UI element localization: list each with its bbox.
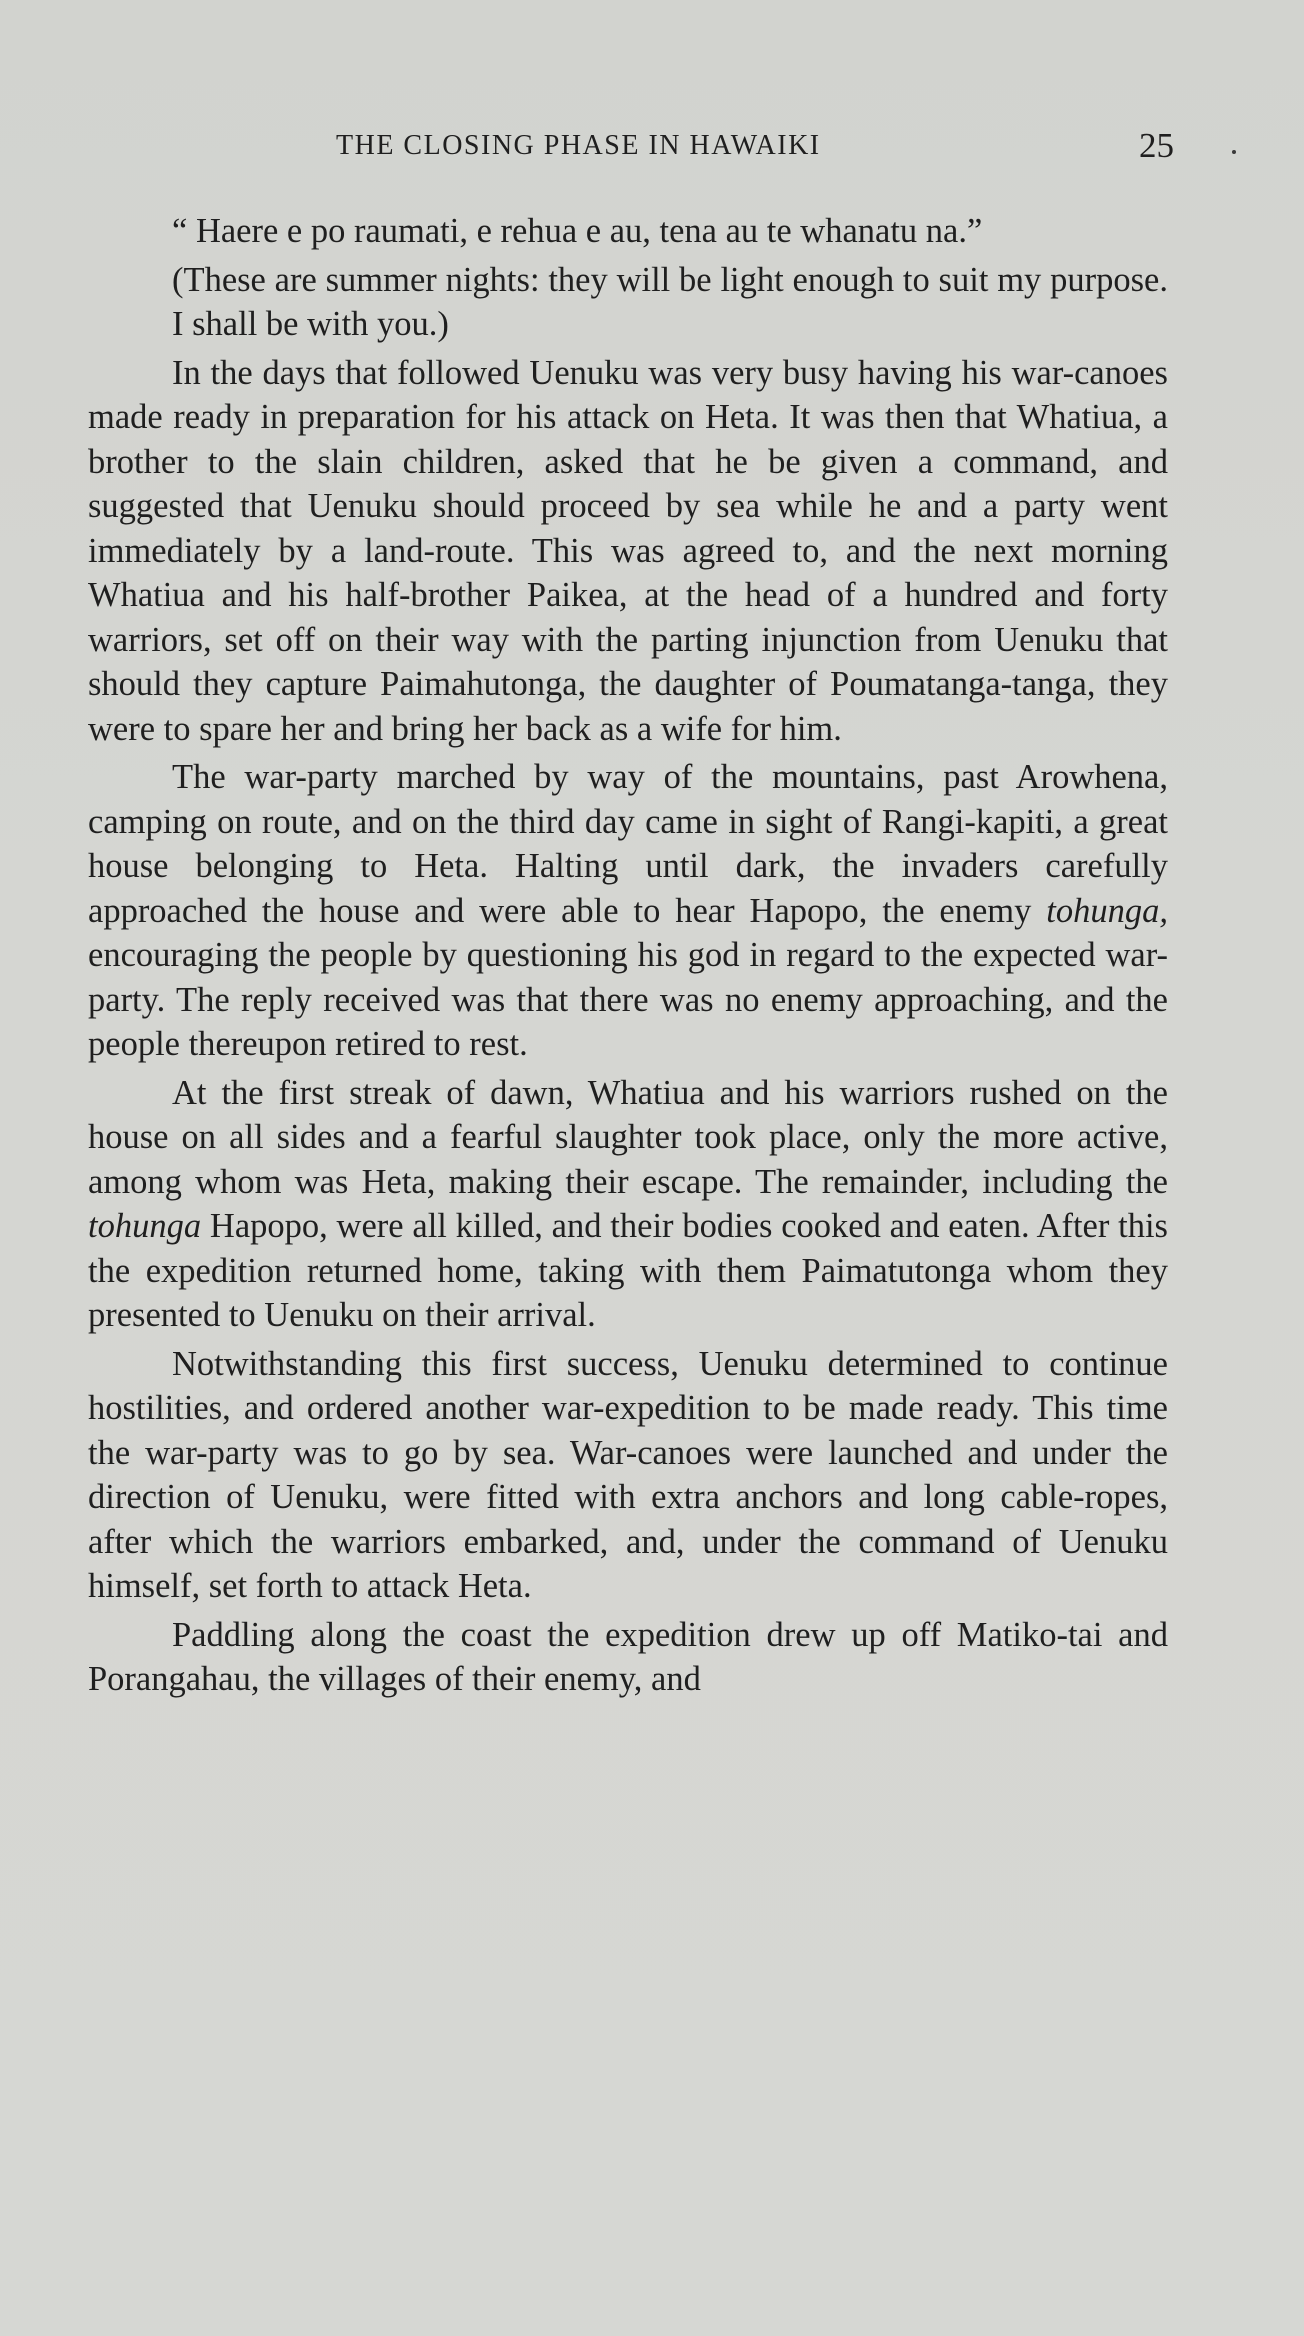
paragraph-2-part-a: The war-party marched by way of the mountains, past Arowhena, camping on route, and on the third day came in sight of Rangi-kapiti, a great house belonging to Heta. Halting until dark, the invaders carefully approached the house and were able to hear Hapopo, the enemy — [88, 758, 1168, 930]
paragraph-3 — [88, 1071, 1168, 1338]
paragraph-3-part-a: At the first streak of dawn, Whatiua and his warriors rushed on the house on all sides and a fearful slaughter took place, only the more active, among whom was Heta, making their escape. The remainder, including the — [88, 1073, 1168, 1201]
paragraph-3-italic: tohunga — [88, 1207, 202, 1245]
maori-quote: “ Haere e po raumati, e rehua e au, tena au te whanatu na.” — [172, 212, 983, 250]
running-title: THE CLOSING PHASE IN HAWAIKI — [336, 130, 821, 161]
page-number: 25 — [1139, 126, 1174, 165]
running-head — [88, 126, 1174, 170]
paragraph-2-part-b: encouraging the people by questioning his god in regard to the expected war-party. The reply received was that there was no enemy approaching, and the people thereupon retired to rest. — [88, 936, 1168, 1063]
body-text — [88, 209, 1168, 1706]
paragraph-4: Notwithstanding this first success, Uenuku determined to continue hostilities, and ordered another war-expedition to be made ready. This time the war-party was to go by sea. War-canoes were launched and under the direction of Uenuku, were fitted with extra anchors and long cable-ropes, after which the warriors embarked, and, under the command of Uenuku himself, set forth to attack Heta. — [88, 1344, 1168, 1605]
paragraph-3-part-b: Hapopo, were all killed, and their bodies cooked and eaten. After this the expedition returned home, taking with them Paimatutonga whom they presented to Uenuku on their arrival. — [88, 1207, 1168, 1334]
paragraph-2-italic: tohunga, — [1046, 891, 1168, 930]
ink-speck — [1232, 150, 1236, 154]
paragraph-1: In the days that followed Uenuku was very busy having his war-canoes made ready in preparation for his attack on Heta. It was then that Whatiua, a brother to the slain children, asked that he be given a command, and suggested that Uenuku should proceed by sea while he and a party went immediately by a land-route. This was agreed to, and the next morning Whatiua and his half-brother Paikea, at the head of a hundred and forty warriors, set off on their way with the parting injunction from Uenuku that should they capture Paimahutonga, the daughter of Poumatanga-tanga, they were to spare her and bring her back as a wife for him. — [88, 353, 1168, 748]
quote-translation: (These are summer nights: they will be light enough to suit my purpose. I shall be with you.) — [172, 260, 1168, 343]
paragraph-2 — [88, 755, 1168, 1067]
paragraph-5: Paddling along the coast the expedition drew up off Matiko-tai and Porangahau, the villages of their enemy, and — [88, 1615, 1168, 1698]
